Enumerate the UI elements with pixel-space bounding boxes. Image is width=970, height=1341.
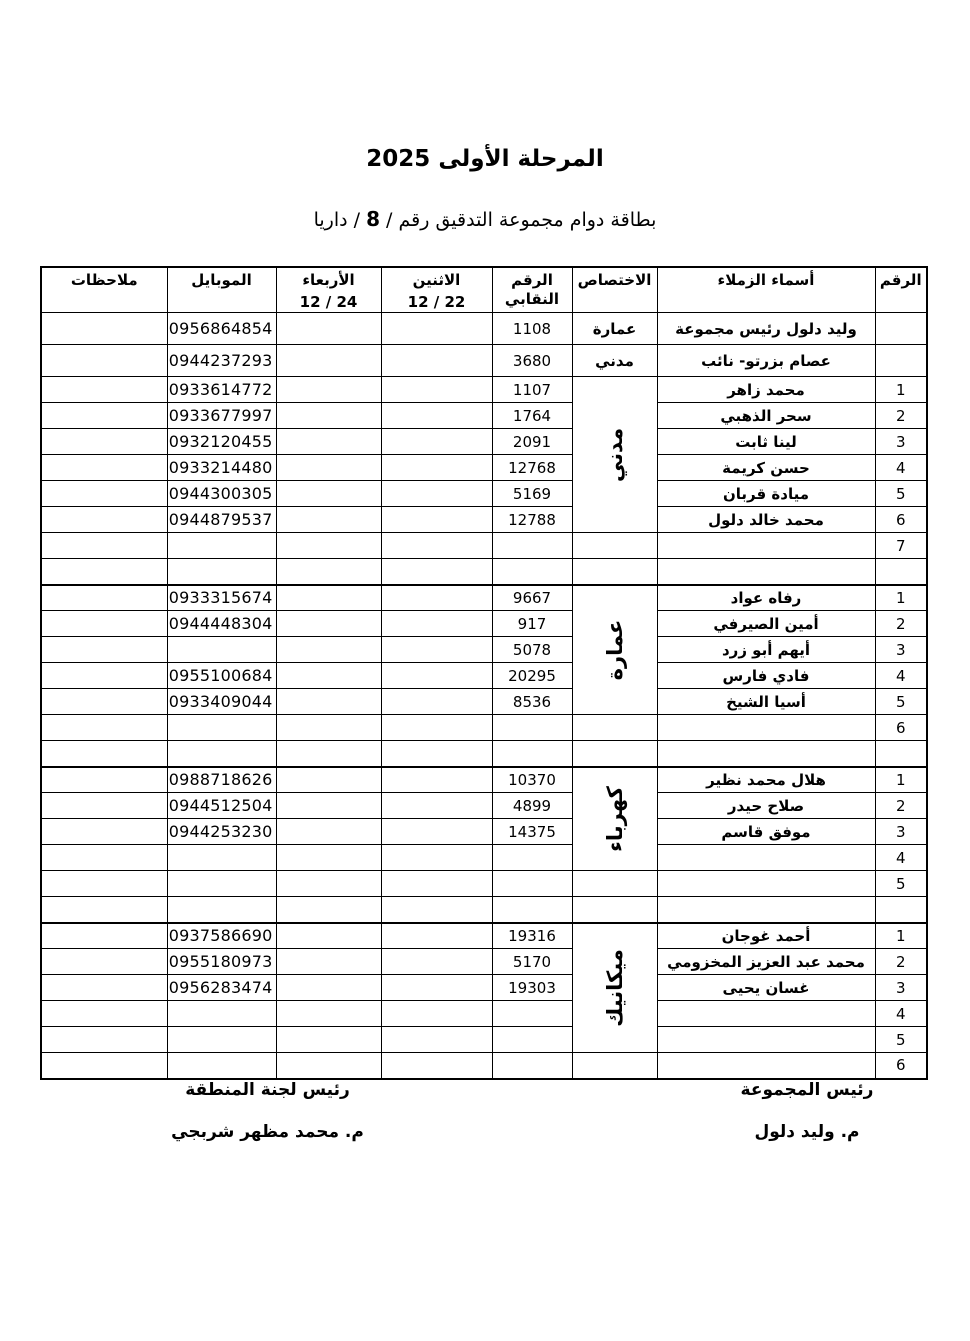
cell-notes	[41, 637, 167, 663]
table-row	[41, 481, 927, 507]
cell-notes	[41, 741, 167, 767]
cell-monday	[381, 689, 492, 715]
cell-union-number: 1107	[492, 377, 572, 403]
cell-number: 5	[875, 481, 927, 507]
signature-block-group-head	[712, 1080, 902, 1142]
cell-monday	[381, 637, 492, 663]
cell-notes	[41, 923, 167, 949]
cell-number: 3	[875, 819, 927, 845]
cell-mobile: 0944253230	[167, 819, 276, 845]
table-row	[41, 975, 927, 1001]
cell-mobile	[167, 871, 276, 897]
table-row	[41, 455, 927, 481]
cell-wednesday	[276, 663, 381, 689]
cell-mobile: 0933614772	[167, 377, 276, 403]
cell-union-number: 12788	[492, 507, 572, 533]
cell-wednesday	[276, 559, 381, 585]
signature-block-area-committee-head	[165, 1080, 370, 1142]
table-row	[41, 1053, 927, 1079]
subtitle-group-number: 8	[366, 207, 381, 231]
cell-notes	[41, 845, 167, 871]
cell-mobile: 0933315674	[167, 585, 276, 611]
cell-union-number: 917	[492, 611, 572, 637]
group-head-name: م. وليد دلول	[754, 1122, 860, 1142]
monday-date: 12 / 22	[407, 293, 466, 311]
cell-monday	[381, 481, 492, 507]
cell-wednesday	[276, 585, 381, 611]
cell-monday	[381, 949, 492, 975]
cell-number	[875, 345, 927, 377]
cell-notes	[41, 793, 167, 819]
cell-mobile	[167, 533, 276, 559]
cell-wednesday	[276, 403, 381, 429]
table-row	[41, 793, 927, 819]
union-number-label-line1: الرقم	[511, 271, 553, 289]
table-row	[41, 637, 927, 663]
page-title: المرحلة الأولى 2025	[366, 146, 604, 172]
cell-monday	[381, 313, 492, 345]
cell-monday	[381, 377, 492, 403]
cell-union-number: 19303	[492, 975, 572, 1001]
table-row	[41, 819, 927, 845]
attendance-table	[40, 266, 928, 1080]
cell-union-number	[492, 1053, 572, 1079]
cell-monday	[381, 507, 492, 533]
cell-notes	[41, 481, 167, 507]
col-header-specialty: الاختصاص	[572, 267, 657, 313]
cell-monday	[381, 767, 492, 793]
wednesday-date: 12 / 24	[299, 293, 358, 311]
cell-mobile	[167, 715, 276, 741]
cell-monday	[381, 975, 492, 1001]
cell-wednesday	[276, 377, 381, 403]
table-row	[41, 897, 927, 923]
cell-specialty: مدني	[572, 345, 657, 377]
specialty-vertical-label: عمارة	[602, 619, 627, 681]
col-header-union-number	[492, 267, 572, 313]
cell-number: 5	[875, 871, 927, 897]
cell-mobile: 0944512504	[167, 793, 276, 819]
cell-notes	[41, 313, 167, 345]
cell-monday	[381, 403, 492, 429]
table-row	[41, 559, 927, 585]
cell-notes	[41, 1001, 167, 1027]
table-row	[41, 429, 927, 455]
cell-mobile: 0932120455	[167, 429, 276, 455]
table-row	[41, 845, 927, 871]
cell-monday	[381, 845, 492, 871]
cell-notes	[41, 819, 167, 845]
cell-notes	[41, 1027, 167, 1053]
cell-wednesday	[276, 507, 381, 533]
cell-wednesday	[276, 793, 381, 819]
cell-mobile: 0944879537	[167, 507, 276, 533]
cell-wednesday	[276, 1001, 381, 1027]
cell-notes	[41, 345, 167, 377]
cell-monday	[381, 611, 492, 637]
cell-wednesday	[276, 819, 381, 845]
cell-number: 2	[875, 949, 927, 975]
cell-name: أمين الصيرفي	[657, 611, 875, 637]
cell-specialty	[572, 1053, 657, 1079]
cell-monday	[381, 429, 492, 455]
table-row	[41, 507, 927, 533]
cell-name: رفاه عواد	[657, 585, 875, 611]
col-header-notes: ملاحظات	[41, 267, 167, 313]
cell-union-number: 19316	[492, 923, 572, 949]
table-row	[41, 871, 927, 897]
cell-wednesday	[276, 313, 381, 345]
cell-notes	[41, 377, 167, 403]
col-header-mobile: الموبايل	[167, 267, 276, 313]
cell-number: 1	[875, 767, 927, 793]
table-row	[41, 949, 927, 975]
cell-monday	[381, 345, 492, 377]
cell-number: 3	[875, 975, 927, 1001]
cell-number: 7	[875, 533, 927, 559]
cell-name: حسن كريمة	[657, 455, 875, 481]
area-committee-name: م. محمد مظهر شربجي	[171, 1122, 364, 1142]
table-row	[41, 585, 927, 611]
cell-number: 2	[875, 793, 927, 819]
cell-notes	[41, 689, 167, 715]
cell-name: أسيا الشيخ	[657, 689, 875, 715]
cell-mobile	[167, 741, 276, 767]
cell-name	[657, 715, 875, 741]
cell-monday	[381, 559, 492, 585]
cell-mobile: 0956283474	[167, 975, 276, 1001]
col-header-names: أسماء الزملاء	[657, 267, 875, 313]
cell-specialty	[572, 871, 657, 897]
cell-name: محمد عبد العزيز المخزومي	[657, 949, 875, 975]
cell-number: 3	[875, 637, 927, 663]
cell-number: 2	[875, 403, 927, 429]
col-header-number: الرقم	[875, 267, 927, 313]
cell-name	[657, 845, 875, 871]
specialty-vertical-label: ميكانيك	[602, 948, 627, 1027]
cell-monday	[381, 585, 492, 611]
cell-name	[657, 1001, 875, 1027]
cell-notes	[41, 403, 167, 429]
cell-name: أيهم أبو زرد	[657, 637, 875, 663]
cell-wednesday	[276, 345, 381, 377]
table-row	[41, 741, 927, 767]
subtitle-prefix: بطاقة دوام مجموعة التدقيق رقم /	[380, 209, 657, 231]
cell-union-number	[492, 559, 572, 585]
cell-specialty: عمارة	[572, 313, 657, 345]
cell-union-number	[492, 1001, 572, 1027]
cell-number: 4	[875, 1001, 927, 1027]
cell-mobile	[167, 845, 276, 871]
cell-number: 6	[875, 507, 927, 533]
cell-mobile: 0944300305	[167, 481, 276, 507]
cell-name: عصام بزرتو- نائب	[657, 345, 875, 377]
specialty-vertical-label: مدني	[602, 427, 627, 482]
area-committee-title: رئيس لجنة المنطقة	[185, 1080, 350, 1100]
table-row	[41, 663, 927, 689]
cell-notes	[41, 1053, 167, 1079]
cell-union-number: 20295	[492, 663, 572, 689]
cell-monday	[381, 533, 492, 559]
specialty-vertical-label: كهرباء	[602, 785, 627, 852]
cell-union-number: 3680	[492, 345, 572, 377]
cell-mobile: 0933214480	[167, 455, 276, 481]
cell-number: 6	[875, 715, 927, 741]
cell-name	[657, 871, 875, 897]
cell-number: 4	[875, 845, 927, 871]
cell-number	[875, 559, 927, 585]
cell-notes	[41, 611, 167, 637]
cell-name: موفق قاسم	[657, 819, 875, 845]
cell-specialty-group	[572, 923, 657, 1053]
table-row	[41, 345, 927, 377]
cell-union-number	[492, 845, 572, 871]
cell-name: محمد زاهر	[657, 377, 875, 403]
table-row	[41, 689, 927, 715]
cell-name: أحمد غوجان	[657, 923, 875, 949]
cell-mobile	[167, 1027, 276, 1053]
cell-union-number: 5078	[492, 637, 572, 663]
cell-wednesday	[276, 533, 381, 559]
cell-mobile: 0944237293	[167, 345, 276, 377]
cell-name	[657, 1027, 875, 1053]
cell-wednesday	[276, 637, 381, 663]
cell-wednesday	[276, 767, 381, 793]
cell-specialty	[572, 533, 657, 559]
cell-wednesday	[276, 715, 381, 741]
cell-wednesday	[276, 611, 381, 637]
cell-number: 1	[875, 585, 927, 611]
cell-wednesday	[276, 949, 381, 975]
table-header	[41, 267, 927, 313]
cell-wednesday	[276, 429, 381, 455]
cell-specialty	[572, 559, 657, 585]
table-row	[41, 377, 927, 403]
cell-notes	[41, 975, 167, 1001]
cell-wednesday	[276, 871, 381, 897]
cell-notes	[41, 585, 167, 611]
wednesday-label: الأربعاء	[302, 271, 355, 289]
cell-number	[875, 313, 927, 345]
table-row	[41, 533, 927, 559]
cell-notes	[41, 429, 167, 455]
cell-name	[657, 897, 875, 923]
cell-specialty	[572, 715, 657, 741]
cell-wednesday	[276, 1053, 381, 1079]
cell-union-number	[492, 897, 572, 923]
cell-mobile	[167, 559, 276, 585]
cell-union-number	[492, 741, 572, 767]
cell-monday	[381, 1001, 492, 1027]
cell-specialty-group	[572, 585, 657, 715]
cell-notes	[41, 949, 167, 975]
cell-union-number: 5169	[492, 481, 572, 507]
cell-mobile: 0944448304	[167, 611, 276, 637]
cell-wednesday	[276, 481, 381, 507]
cell-monday	[381, 455, 492, 481]
cell-name: هلال محمد نظير	[657, 767, 875, 793]
cell-union-number: 9667	[492, 585, 572, 611]
cell-name: صلاح حيدر	[657, 793, 875, 819]
cell-monday	[381, 715, 492, 741]
cell-notes	[41, 767, 167, 793]
cell-name: غسان يحيى	[657, 975, 875, 1001]
cell-union-number: 12768	[492, 455, 572, 481]
cell-monday	[381, 793, 492, 819]
cell-mobile: 0933409044	[167, 689, 276, 715]
page-subtitle	[0, 207, 970, 231]
cell-notes	[41, 897, 167, 923]
cell-wednesday	[276, 741, 381, 767]
cell-union-number: 14375	[492, 819, 572, 845]
cell-wednesday	[276, 975, 381, 1001]
cell-monday	[381, 1027, 492, 1053]
table-row	[41, 1027, 927, 1053]
table-row	[41, 403, 927, 429]
cell-mobile: 0937586690	[167, 923, 276, 949]
cell-union-number: 1108	[492, 313, 572, 345]
cell-name: ميادة قربان	[657, 481, 875, 507]
cell-name	[657, 559, 875, 585]
cell-mobile	[167, 637, 276, 663]
cell-monday	[381, 871, 492, 897]
cell-mobile: 0933677997	[167, 403, 276, 429]
cell-union-number: 4899	[492, 793, 572, 819]
subtitle-suffix: / داريا	[313, 209, 367, 231]
cell-specialty-group	[572, 377, 657, 533]
col-header-monday	[381, 267, 492, 313]
cell-union-number	[492, 871, 572, 897]
cell-number: 4	[875, 455, 927, 481]
cell-specialty-group	[572, 767, 657, 871]
table-row	[41, 313, 927, 345]
cell-wednesday	[276, 923, 381, 949]
cell-number: 1	[875, 923, 927, 949]
cell-union-number: 1764	[492, 403, 572, 429]
monday-label: الاثنين	[412, 271, 461, 289]
table-body	[41, 313, 927, 1079]
table-row	[41, 715, 927, 741]
cell-mobile: 0988718626	[167, 767, 276, 793]
cell-name: وليد دلول رئيس مجموعة	[657, 313, 875, 345]
cell-number	[875, 741, 927, 767]
table-row	[41, 923, 927, 949]
cell-number: 2	[875, 611, 927, 637]
cell-union-number	[492, 1027, 572, 1053]
table-row	[41, 611, 927, 637]
cell-union-number: 8536	[492, 689, 572, 715]
table-row	[41, 767, 927, 793]
group-head-title: رئيس المجموعة	[740, 1080, 874, 1100]
cell-mobile	[167, 1001, 276, 1027]
cell-wednesday	[276, 689, 381, 715]
cell-notes	[41, 533, 167, 559]
cell-number: 5	[875, 1027, 927, 1053]
cell-wednesday	[276, 455, 381, 481]
cell-specialty	[572, 897, 657, 923]
cell-specialty	[572, 741, 657, 767]
cell-union-number	[492, 533, 572, 559]
cell-mobile: 0955100684	[167, 663, 276, 689]
cell-name: فادي فارس	[657, 663, 875, 689]
union-number-label-line2: النقابي	[504, 290, 560, 308]
cell-mobile: 0956864854	[167, 313, 276, 345]
cell-notes	[41, 507, 167, 533]
cell-name	[657, 741, 875, 767]
cell-wednesday	[276, 1027, 381, 1053]
cell-number: 1	[875, 377, 927, 403]
cell-monday	[381, 819, 492, 845]
cell-union-number: 2091	[492, 429, 572, 455]
cell-name: محمد خالد دلول	[657, 507, 875, 533]
cell-number: 6	[875, 1053, 927, 1079]
cell-number	[875, 897, 927, 923]
cell-notes	[41, 663, 167, 689]
cell-union-number: 10370	[492, 767, 572, 793]
cell-union-number	[492, 715, 572, 741]
cell-number: 4	[875, 663, 927, 689]
cell-name: سحر الذهبي	[657, 403, 875, 429]
col-header-wednesday	[276, 267, 381, 313]
cell-name	[657, 533, 875, 559]
cell-union-number: 5170	[492, 949, 572, 975]
cell-mobile: 0955180973	[167, 949, 276, 975]
cell-monday	[381, 663, 492, 689]
cell-mobile	[167, 1053, 276, 1079]
cell-notes	[41, 559, 167, 585]
cell-notes	[41, 871, 167, 897]
cell-number: 5	[875, 689, 927, 715]
cell-wednesday	[276, 845, 381, 871]
cell-monday	[381, 1053, 492, 1079]
cell-monday	[381, 923, 492, 949]
cell-name: لينا ثابت	[657, 429, 875, 455]
cell-monday	[381, 741, 492, 767]
cell-wednesday	[276, 897, 381, 923]
cell-name	[657, 1053, 875, 1079]
cell-notes	[41, 715, 167, 741]
cell-number: 3	[875, 429, 927, 455]
cell-mobile	[167, 897, 276, 923]
cell-notes	[41, 455, 167, 481]
cell-monday	[381, 897, 492, 923]
table-row	[41, 1001, 927, 1027]
